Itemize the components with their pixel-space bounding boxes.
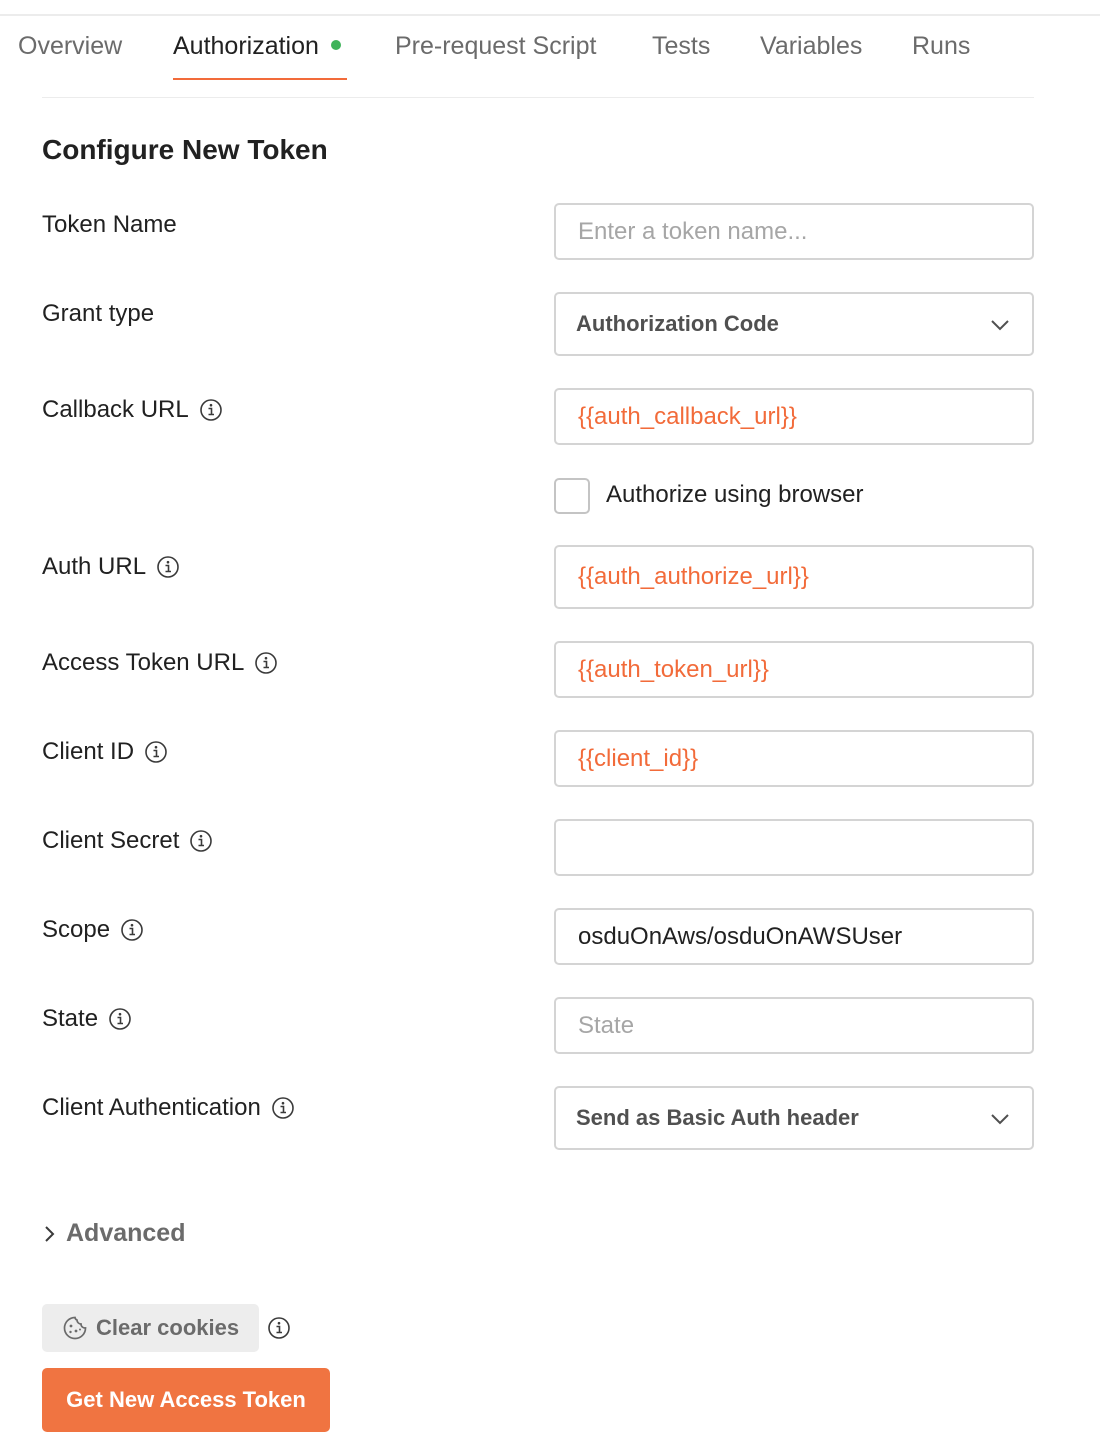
client-authentication-select[interactable] — [554, 1086, 1034, 1150]
label-text: Client Secret — [42, 827, 180, 854]
info-icon[interactable] — [189, 829, 213, 853]
access-token-url-value: {{auth_token_url}} — [578, 655, 769, 683]
chevron-down-icon — [990, 311, 1010, 337]
client-secret-label — [42, 827, 213, 855]
callback-url-label — [42, 396, 223, 424]
client-authentication-value: Send as Basic Auth header — [576, 1105, 859, 1130]
grant-type-label — [42, 300, 154, 328]
authorize-browser-checkbox[interactable] — [554, 478, 590, 514]
access-token-url-input[interactable] — [554, 641, 1034, 698]
scope-value: osduOnAws/osduOnAWSUser — [578, 922, 903, 950]
tab-bar — [0, 16, 1100, 82]
state-label — [42, 1005, 132, 1033]
auth-url-label — [42, 553, 180, 581]
tab-label: Runs — [912, 32, 971, 60]
label-text: Client Authentication — [42, 1094, 261, 1121]
section-title: Configure New Token — [42, 134, 328, 165]
tab-overview[interactable] — [18, 32, 122, 61]
info-icon[interactable] — [156, 555, 180, 579]
advanced-toggle[interactable] — [42, 1219, 185, 1248]
label-text: Client ID — [42, 738, 135, 765]
get-new-access-token-button[interactable] — [42, 1368, 330, 1432]
token-name-input[interactable] — [554, 203, 1034, 260]
tab-variables[interactable] — [760, 32, 862, 61]
label-text: Access Token URL — [42, 649, 245, 676]
clear-cookies-button[interactable] — [42, 1304, 259, 1352]
client-id-value: {{client_id}} — [578, 744, 699, 772]
tab-runs[interactable] — [912, 32, 970, 61]
tab-authorization[interactable] — [173, 32, 341, 61]
label-text: Grant type — [42, 300, 155, 327]
auth-url-input[interactable] — [554, 545, 1034, 609]
access-token-url-label — [42, 649, 278, 677]
label-text: State — [42, 1005, 99, 1032]
info-icon[interactable] — [108, 1007, 132, 1031]
info-icon[interactable] — [254, 651, 278, 675]
callback-url-input[interactable] — [554, 388, 1034, 445]
tab-tests[interactable] — [652, 32, 710, 61]
client-id-label — [42, 738, 168, 766]
tab-label: Pre-request Script — [395, 32, 597, 60]
advanced-label: Advanced — [66, 1219, 186, 1247]
tab-label: Variables — [760, 32, 863, 60]
active-tab-indicator — [173, 78, 347, 80]
tab-pre-request-script[interactable] — [395, 32, 596, 61]
grant-type-select[interactable] — [554, 292, 1034, 356]
token-name-label — [42, 211, 177, 239]
info-icon[interactable] — [144, 740, 168, 764]
info-icon[interactable] — [120, 918, 144, 942]
grant-type-value: Authorization Code — [576, 311, 779, 336]
label-text: Token Name — [42, 211, 177, 238]
auth-url-value: {{auth_authorize_url}} — [578, 563, 809, 590]
get-token-label: Get New Access Token — [66, 1387, 306, 1412]
tab-label: Authorization — [173, 32, 319, 60]
clear-cookies-label: Clear cookies — [96, 1315, 240, 1340]
scope-input[interactable] — [554, 908, 1034, 965]
cookie-icon — [62, 1315, 88, 1341]
state-input[interactable] — [554, 997, 1034, 1054]
label-text: Auth URL — [42, 553, 147, 580]
chevron-right-icon — [42, 1224, 56, 1244]
divider — [42, 97, 1034, 98]
tab-label: Overview — [18, 32, 123, 60]
info-icon[interactable] — [271, 1096, 295, 1120]
callback-url-value: {{auth_callback_url}} — [578, 402, 797, 430]
authorize-browser-label: Authorize using browser — [606, 481, 864, 508]
client-secret-input[interactable] — [554, 819, 1034, 876]
info-icon[interactable] — [199, 398, 223, 422]
client-id-input[interactable] — [554, 730, 1034, 787]
label-text: Callback URL — [42, 396, 189, 423]
status-dot — [331, 40, 341, 50]
label-text: Scope — [42, 916, 111, 943]
token-name-placeholder: Enter a token name... — [578, 217, 808, 245]
tab-label: Tests — [652, 32, 711, 60]
info-icon[interactable] — [267, 1316, 291, 1340]
client-authentication-label — [42, 1094, 295, 1122]
chevron-down-icon — [990, 1105, 1010, 1131]
state-placeholder: State — [578, 1011, 635, 1039]
scope-label — [42, 916, 144, 944]
